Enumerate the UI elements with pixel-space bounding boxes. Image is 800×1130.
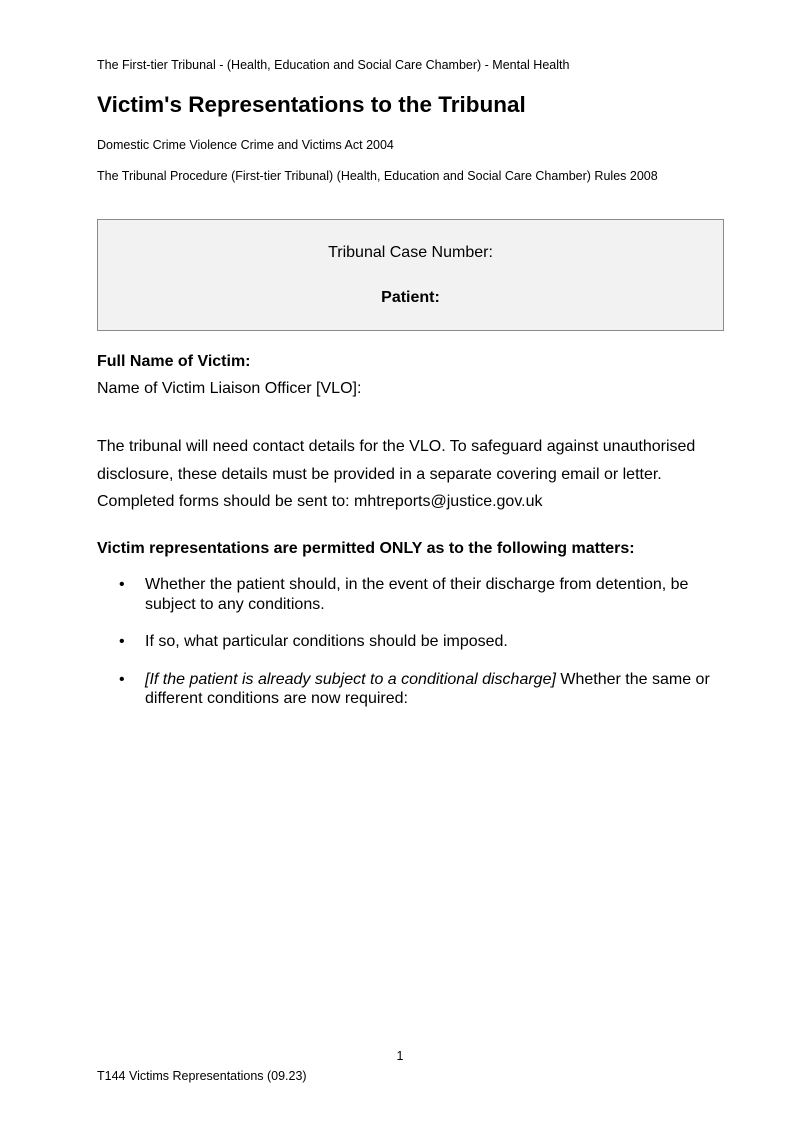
page-number: 1 <box>396 1049 404 1063</box>
list-item <box>97 632 717 652</box>
tribunal-header: The First-tier Tribunal - (Health, Education and Social Care Chamber) - Mental Health <box>97 58 570 72</box>
bullet-icon: • <box>119 576 125 593</box>
matter-text <box>145 575 717 614</box>
matter-body: Whether the patient should, in the event of their discharge from detention, be subject to any conditions. <box>145 576 689 613</box>
legislation-act-line: Domestic Crime Violence Crime and Victims Act 2004 <box>97 138 394 152</box>
permitted-matters-list <box>97 575 717 709</box>
tribunal-case-number-label: Tribunal Case Number: <box>328 244 493 261</box>
matter-italic-prefix: [If the patient is already subject to a conditional discharge] <box>145 670 556 688</box>
matter-text <box>145 632 717 652</box>
bullet-icon: • <box>119 670 125 688</box>
instructions-line: The tribunal will need contact details for the VLO. To safeguard against unauthorised <box>97 438 696 455</box>
list-item <box>97 575 717 614</box>
bullet-icon: • <box>119 633 125 650</box>
patient-label: Patient: <box>381 289 440 306</box>
matter-body: Whether the same or different conditions are now required: <box>145 670 710 707</box>
instructions-email-line: Completed forms should be sent to: mhtreports@justice.gov.uk <box>97 493 543 510</box>
matter-text <box>145 670 717 709</box>
legislation-rules-line: The Tribunal Procedure (First-tier Tribunal) (Health, Education and Social Care Chamber) Rules 2008 <box>97 169 658 183</box>
matter-body: If so, what particular conditions should be imposed. <box>145 633 508 650</box>
instructions-paragraph <box>97 433 737 516</box>
permitted-matters-heading: Victim representations are permitted ONLY as to the following matters: <box>97 540 635 557</box>
list-item <box>97 670 717 709</box>
form-code-footer: T144 Victims Representations (09.23) <box>97 1069 307 1083</box>
victim-full-name-label: Full Name of Victim: <box>97 353 251 370</box>
case-details-box <box>97 219 724 331</box>
page-title: Victim's Representations to the Tribunal <box>97 92 526 117</box>
vlo-name-label: Name of Victim Liaison Officer [VLO]: <box>97 380 362 397</box>
instructions-line: disclosure, these details must be provided in a separate covering email or letter. <box>97 465 662 483</box>
